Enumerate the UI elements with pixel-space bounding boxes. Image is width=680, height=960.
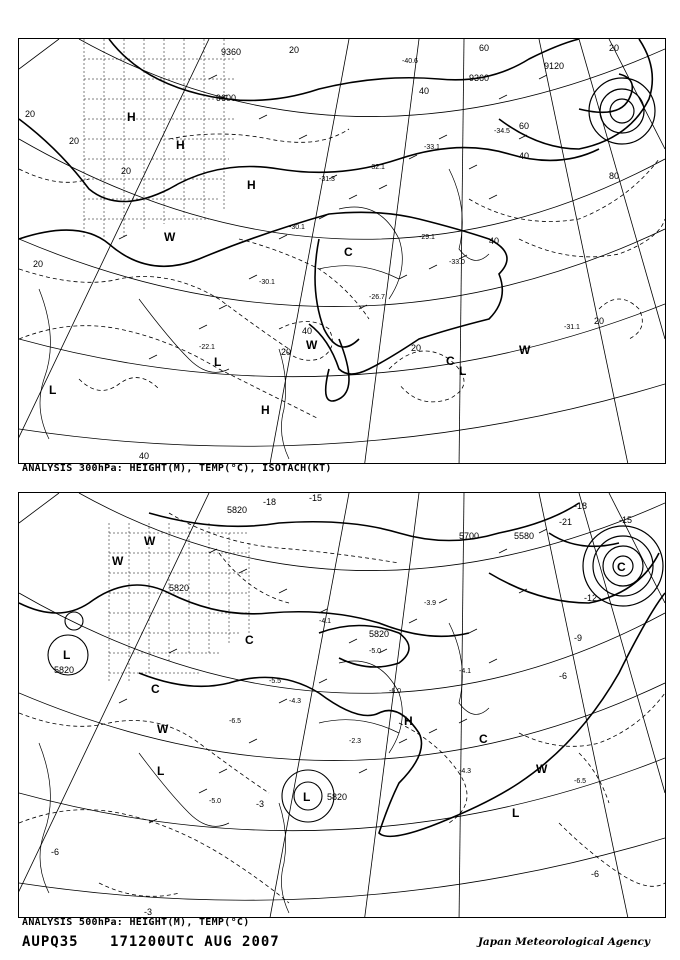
center-marker: L [214,355,222,369]
temp-sample: -34.5 [494,128,510,135]
isotach-label: 80 [609,171,620,181]
temp-label: -6 [591,869,600,879]
temp-sample: -31.1 [564,324,580,331]
isotach-label: 20 [121,166,132,176]
height-label-9360-b: 9360 [469,73,490,83]
temp-sample: -29.1 [419,234,435,241]
isotach-label: 40 [519,151,530,161]
temperature-samples-500 [209,600,586,805]
center-marker: C [479,732,488,746]
temp-sample: -4.1 [459,668,472,675]
center-marker: L [49,383,57,397]
temp-sample: -6.0 [389,688,402,695]
isotach-label: 20 [594,316,605,326]
analysis-500hpa-map [18,492,666,918]
temp-label: -18 [263,497,277,507]
center-marker: H [404,714,413,728]
center-marker: L [157,764,165,778]
caption-500hpa: ANALYSIS 500hPa: HEIGHT(M), TEMP(°C) [22,917,250,928]
temp-sample: -4.3 [459,768,472,775]
map-300-canvas [19,39,665,463]
temp-sample: -4.3 [289,698,302,705]
center-marker: W [157,722,169,736]
temp-sample: -5.0 [209,798,222,805]
isotach-label: 40 [489,236,500,246]
center-marker: W [112,554,124,568]
temp-sample: -30.1 [289,224,305,231]
isotach-label: 20 [281,347,292,357]
temp-label: -3 [144,907,153,917]
center-marker: H [247,178,256,192]
temp-sample: -22.1 [199,344,215,351]
isotach-label: 20 [69,136,80,146]
temp-label: -15 [309,493,323,503]
center-marker: W [144,534,156,548]
temp-sample: -31.3 [319,176,335,183]
height-label-9600: 9600 [216,93,237,103]
center-marker: C [245,633,254,647]
temp-sample: -33.0 [449,259,465,266]
center-marker: L [63,648,71,662]
height-label-9120: 9120 [544,61,565,71]
temp-sample: -2.3 [349,738,362,745]
center-marker: L [303,790,311,804]
analysis-300hpa-map [18,38,666,464]
isotach-label: 60 [479,43,490,53]
temp-label: -6 [51,847,60,857]
height-label-9360-a: 9360 [221,47,242,57]
height-contours-300 [19,39,652,401]
height-label-5820-e: 5820 [327,792,348,802]
hatched-region-300 [84,39,237,239]
temp-sample: -30.1 [259,279,275,286]
product-code: AUPQ35 [22,934,79,950]
temp-labels-500 [51,493,632,917]
isotach-label: 20 [609,43,620,53]
caption-300hpa: ANALYSIS 300hPa: HEIGHT(M), TEMP(°C), ISOTACH(KT) [22,463,332,474]
temp-sample: -40.6 [402,58,418,65]
center-marker: C [446,354,455,368]
low-rings-500 [48,612,334,822]
center-marker: C [151,682,160,696]
isotach-label: 60 [519,121,530,131]
height-label-5820-d: 5820 [369,629,390,639]
center-marker: W [164,230,176,244]
temp-sample: -5.5 [269,678,282,685]
isotach-label: 20 [33,259,44,269]
temp-label: -9 [574,633,583,643]
height-label-5580: 5580 [514,531,535,541]
temperature-samples-300 [199,58,580,351]
height-label-5820-b: 5820 [169,583,190,593]
isotach-label: 40 [419,86,430,96]
map-500-canvas [19,493,665,917]
height-label-5820-a: 5820 [227,505,248,515]
wind-barbs-500 [119,529,547,823]
isotach-labels-300 [25,43,619,461]
temp-label: -6 [559,671,568,681]
cyclone-rings-300 [589,78,655,144]
temp-label: -12 [584,593,598,603]
center-marker: C [344,245,353,259]
center-marker: W [536,762,548,776]
temp-sample: -4.1 [319,618,332,625]
center-marker: H [127,110,136,124]
center-marker: L [512,806,520,820]
height-contours-500 [19,503,665,836]
temp-sample: -3.9 [424,600,437,607]
center-marker: W [306,338,318,352]
temp-label: -15 [619,515,633,525]
temp-sample: -32.1 [369,164,385,171]
center-marker: H [176,138,185,152]
temp-sample: -26.7 [369,294,385,301]
graticule-300 [19,39,665,463]
agency-credit: Japan Meteorological Agency [477,936,650,948]
center-marker: C [617,560,626,574]
temp-sample: -33.1 [424,144,440,151]
temp-sample: -6.5 [574,778,587,785]
center-marker: L [459,364,467,378]
temp-label: -21 [559,517,573,527]
coastlines-500 [39,623,489,913]
temp-sample: -5.0 [369,648,382,655]
center-marker: W [519,343,531,357]
isotach-label: 20 [289,45,300,55]
isotach-label: 40 [302,326,313,336]
isotach-label: 20 [25,109,36,119]
isotach-label: 20 [411,343,422,353]
product-footer [22,934,302,950]
valid-time: 171200UTC AUG 2007 [110,934,280,950]
temp-label: -18 [574,501,588,511]
isotach-label: 40 [139,451,150,461]
wind-barbs-300 [119,75,547,359]
height-label-5700: 5700 [459,531,480,541]
center-marker: H [261,403,270,417]
temp-sample: -6.5 [229,718,242,725]
temp-label: -3 [256,799,265,809]
height-label-5820-c: 5820 [54,665,75,675]
